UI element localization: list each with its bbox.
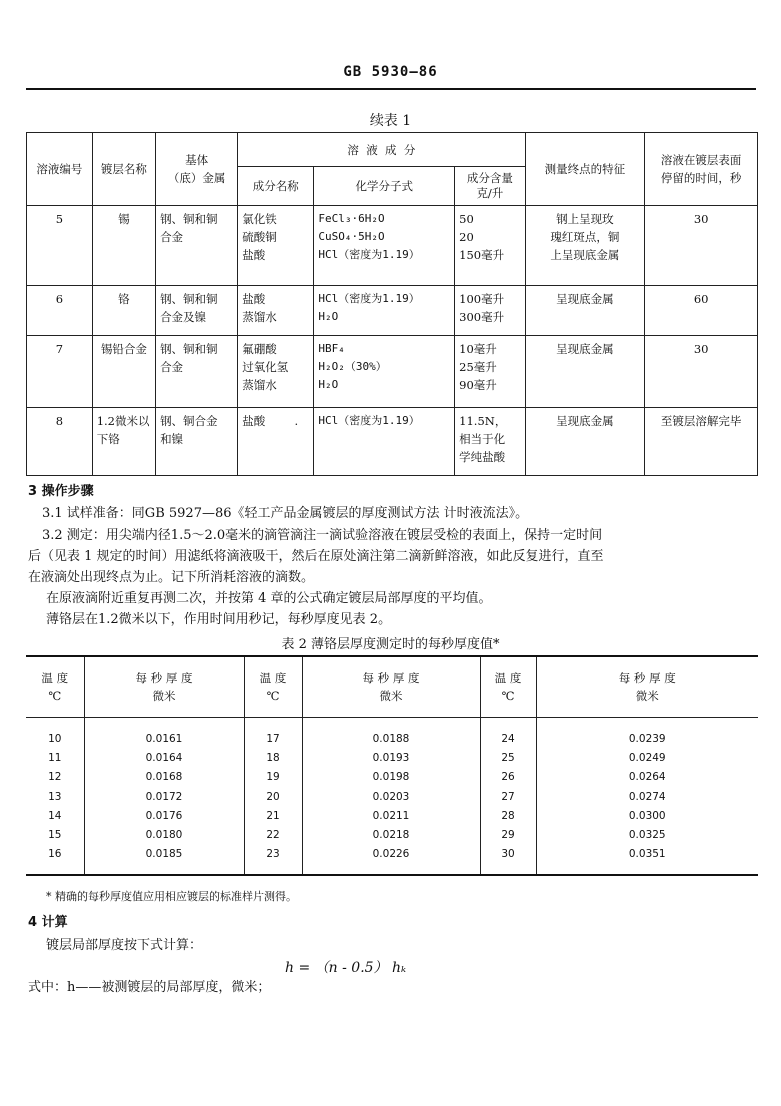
th-endpoint: 测量终点的特征 <box>525 133 645 206</box>
table-row <box>26 749 758 768</box>
cell-base: 钢、铜和铜 合金 <box>156 206 238 286</box>
table-row <box>26 845 758 875</box>
table-row <box>27 206 758 286</box>
paragraph-3-4: 薄铬层在1.2微米以下，作用时间用秒记，每秒厚度见表 2。 <box>46 612 392 627</box>
cell-thickness: 0.0188 <box>302 718 480 750</box>
cell-temperature: 12 <box>26 768 84 787</box>
cell-no: 8 <box>27 408 93 476</box>
th-temp-2: 温 度 ℃ <box>244 656 302 718</box>
cell-thickness: 0.0351 <box>536 845 758 875</box>
cell-no: 5 <box>27 206 93 286</box>
th-thickness-2: 每 秒 厚 度 微米 <box>302 656 480 718</box>
table-row <box>27 408 758 476</box>
paragraph-3-2-b: 后（见表 1 规定的时间）用滤纸将滴液吸干，然后在原处滴注第二滴新鲜溶液，如此反复进行，直至 <box>28 549 604 564</box>
cell-time: 30 <box>645 206 758 286</box>
cell-temperature: 13 <box>26 788 84 807</box>
cell-time: 60 <box>645 286 758 336</box>
cell-thickness: 0.0172 <box>84 788 244 807</box>
cell-base: 钢、铜合金 和镍 <box>156 408 238 476</box>
cell-temperature: 11 <box>26 749 84 768</box>
th-component-name: 成分名称 <box>238 167 314 206</box>
cell-temperature: 17 <box>244 718 302 750</box>
cell-thickness: 0.0325 <box>536 826 758 845</box>
th-solution-composition: 溶 液 成 分 <box>238 133 525 167</box>
cell-temperature: 22 <box>244 826 302 845</box>
cell-temperature: 14 <box>26 807 84 826</box>
table-row <box>26 718 758 750</box>
cell-thickness: 0.0300 <box>536 807 758 826</box>
cell-thickness: 0.0264 <box>536 768 758 787</box>
cell-thickness: 0.0211 <box>302 807 480 826</box>
cell-components: 盐酸 蒸馏水 <box>238 286 314 336</box>
cell-thickness: 0.0185 <box>84 845 244 875</box>
cell-thickness: 0.0239 <box>536 718 758 750</box>
table-row <box>27 336 758 408</box>
cell-base: 钢、铜和铜 合金及镍 <box>156 286 238 336</box>
cell-coating: 锡 <box>92 206 155 286</box>
th-thickness-1: 每 秒 厚 度 微米 <box>84 656 244 718</box>
cell-time: 至镀层溶解完毕 <box>645 408 758 476</box>
cell-components: 氯化铁 硫酸铜 盐酸 <box>238 206 314 286</box>
cell-thickness: 0.0193 <box>302 749 480 768</box>
cell-endpoint: 钢上呈现玫 瑰红斑点，铜 上呈现底金属 <box>525 206 645 286</box>
th-coating-name: 镀层名称 <box>92 133 155 206</box>
cell-thickness: 0.0274 <box>536 788 758 807</box>
cell-no: 6 <box>27 286 93 336</box>
cell-temperature: 20 <box>244 788 302 807</box>
cell-content: 10毫升 25毫升 90毫升 <box>455 336 525 408</box>
formula: h = （n - 0.5） hₖ <box>285 960 407 976</box>
cell-no: 7 <box>27 336 93 408</box>
paragraph-3-3: 在原液滴附近重复再测二次，并按第 4 章的公式确定镀层局部厚度的平均值。 <box>46 591 492 606</box>
cell-temperature: 27 <box>480 788 536 807</box>
cell-thickness: 0.0168 <box>84 768 244 787</box>
cell-temperature: 10 <box>26 718 84 750</box>
cell-endpoint: 呈现底金属 <box>525 408 645 476</box>
header-rule <box>26 88 756 90</box>
cell-thickness: 0.0226 <box>302 845 480 875</box>
th-base-metal: 基体 （底）金属 <box>156 133 238 206</box>
paragraph-3-2-a: 3.2 测定：用尖端内径1.5～2.0毫米的滴管滴注一滴试验溶液在镀层受检的表面上，保持一定时间 <box>42 528 603 543</box>
th-chemical-formula: 化学分子式 <box>314 167 455 206</box>
cell-formula: FeCl₃·6H₂O CuSO₄·5H₂O HCl（密度为1.19） <box>314 206 455 286</box>
table-row <box>26 807 758 826</box>
cell-thickness: 0.0164 <box>84 749 244 768</box>
cell-temperature: 15 <box>26 826 84 845</box>
paragraph-4-where: 式中：h——被测镀层的局部厚度，微米； <box>28 980 271 995</box>
th-thickness-3: 每 秒 厚 度 微米 <box>536 656 758 718</box>
cell-temperature: 29 <box>480 826 536 845</box>
cell-coating: 锡铅合金 <box>92 336 155 408</box>
table1-caption: 续表 1 <box>369 113 412 129</box>
paragraph-3-1: 3.1 试样准备：同GB 5927—86《轻工产品金属镀层的厚度测试方法 计时液流法》。 <box>42 506 529 521</box>
table2-footnote: * 精确的每秒厚度值应用相应镀层的标准样片测得。 <box>46 890 297 903</box>
cell-formula: HCl（密度为1.19） H₂O <box>314 286 455 336</box>
th-solution-no: 溶液编号 <box>27 133 93 206</box>
table-1 <box>26 132 758 476</box>
section-4-title: 4 计算 <box>28 915 68 930</box>
cell-temperature: 19 <box>244 768 302 787</box>
th-temp-1: 温 度 ℃ <box>26 656 84 718</box>
th-stay-time: 溶液在镀层表面 停留的时间，秒 <box>645 133 758 206</box>
standard-header: GB 5930—86 <box>343 64 438 80</box>
paragraph-3-2-c: 在液滴处出现终点为止。记下所消耗溶液的滴数。 <box>28 570 315 585</box>
cell-temperature: 18 <box>244 749 302 768</box>
table-row <box>26 768 758 787</box>
cell-content: 50 20 150毫升 <box>455 206 525 286</box>
cell-endpoint: 呈现底金属 <box>525 286 645 336</box>
cell-coating: 铬 <box>92 286 155 336</box>
table-row <box>26 826 758 845</box>
cell-time: 30 <box>645 336 758 408</box>
cell-formula: HCl（密度为1.19） <box>314 408 455 476</box>
cell-thickness: 0.0161 <box>84 718 244 750</box>
cell-formula: HBF₄ H₂O₂（30%） H₂O <box>314 336 455 408</box>
cell-components: 盐酸 . <box>238 408 314 476</box>
cell-thickness: 0.0249 <box>536 749 758 768</box>
th-temp-3: 温 度 ℃ <box>480 656 536 718</box>
paragraph-4-1: 镀层局部厚度按下式计算： <box>46 938 203 953</box>
table-2 <box>26 655 758 876</box>
cell-temperature: 30 <box>480 845 536 875</box>
cell-thickness: 0.0198 <box>302 768 480 787</box>
cell-content: 11.5N， 相当于化 学纯盐酸 <box>455 408 525 476</box>
cell-temperature: 21 <box>244 807 302 826</box>
cell-temperature: 23 <box>244 845 302 875</box>
cell-temperature: 24 <box>480 718 536 750</box>
cell-thickness: 0.0203 <box>302 788 480 807</box>
th-content: 成分含量 克/升 <box>455 167 525 206</box>
cell-coating: 1.2微米以 下铬 <box>92 408 155 476</box>
cell-temperature: 28 <box>480 807 536 826</box>
cell-content: 100毫升 300毫升 <box>455 286 525 336</box>
cell-base: 钢、铜和铜 合金 <box>156 336 238 408</box>
table2-caption: 表 2 薄铬层厚度测定时的每秒厚度值* <box>281 637 500 652</box>
table-row <box>27 286 758 336</box>
cell-temperature: 16 <box>26 845 84 875</box>
cell-thickness: 0.0176 <box>84 807 244 826</box>
section-3-title: 3 操作步骤 <box>28 484 94 499</box>
cell-thickness: 0.0180 <box>84 826 244 845</box>
table-row <box>26 788 758 807</box>
cell-temperature: 25 <box>480 749 536 768</box>
cell-temperature: 26 <box>480 768 536 787</box>
cell-components: 氟硼酸 过氧化氢 蒸馏水 <box>238 336 314 408</box>
cell-endpoint: 呈现底金属 <box>525 336 645 408</box>
cell-thickness: 0.0218 <box>302 826 480 845</box>
